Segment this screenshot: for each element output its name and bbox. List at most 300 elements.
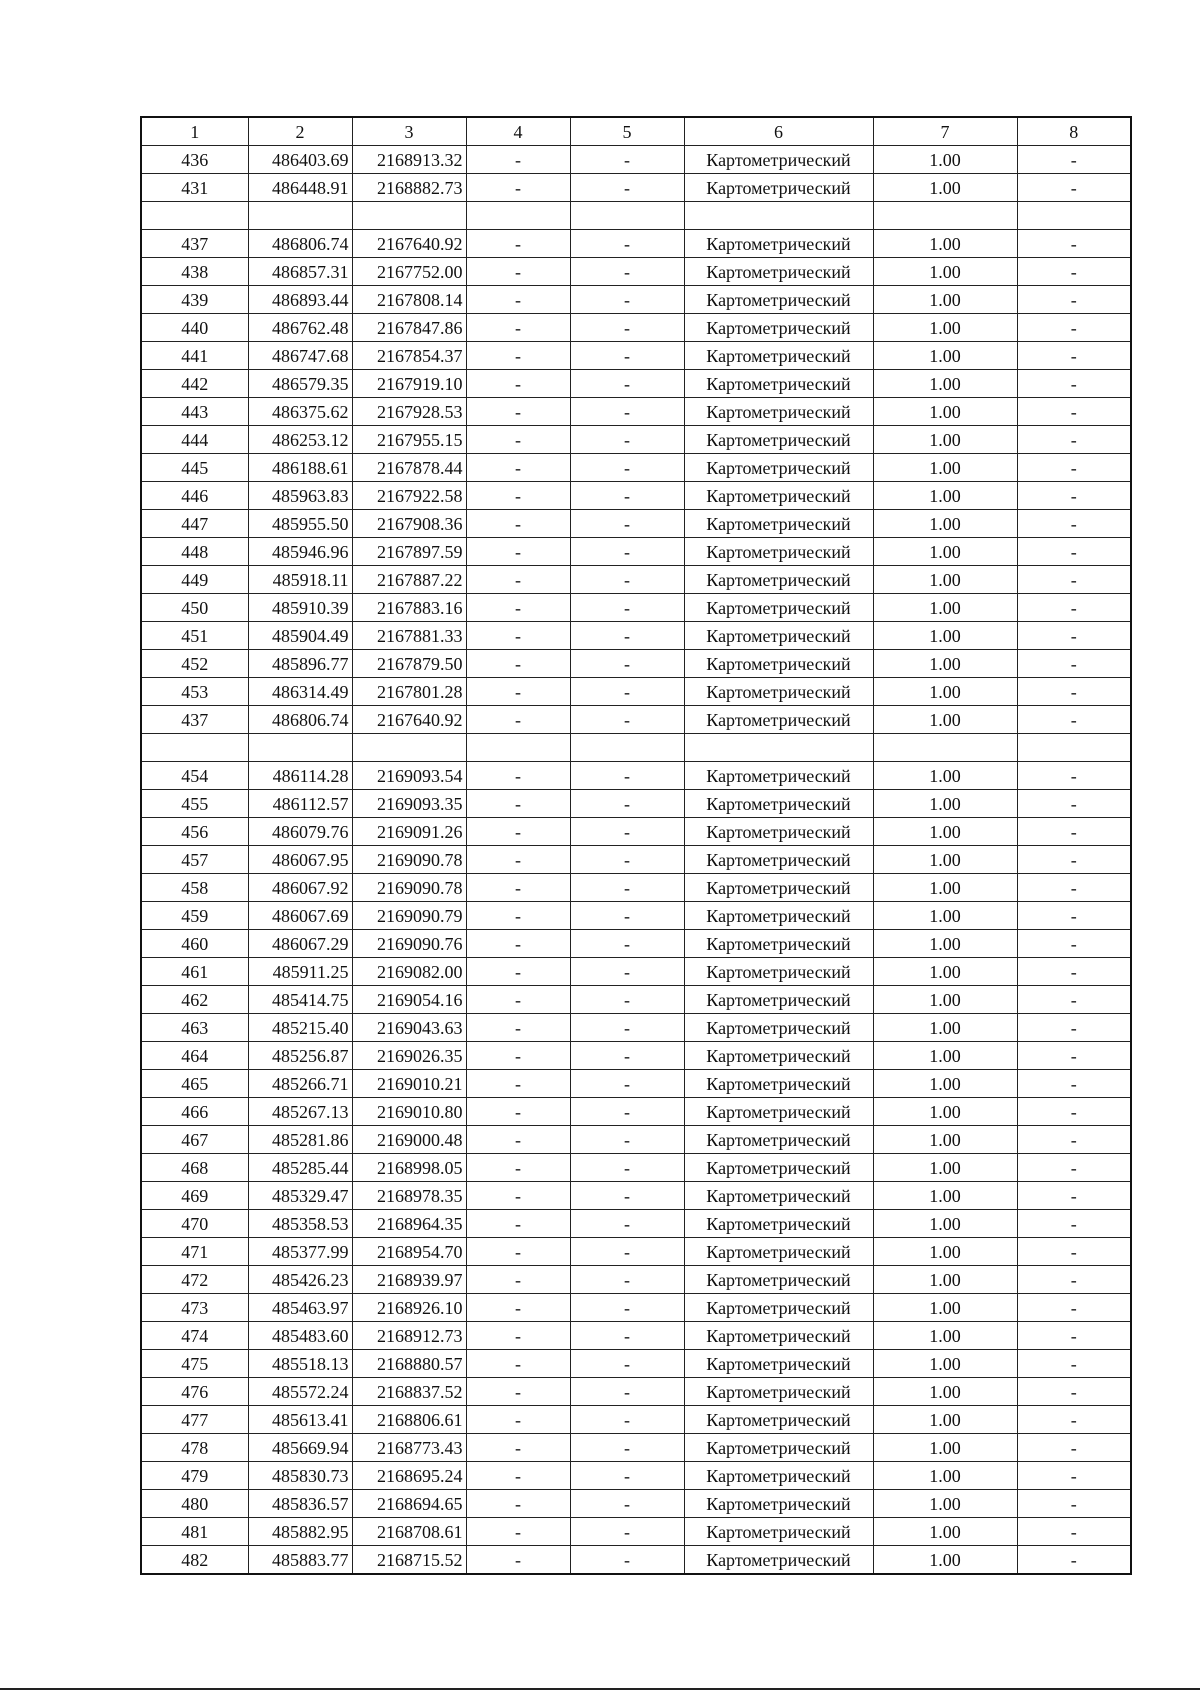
x-coordinate-cell: 486112.57 xyxy=(248,790,352,818)
col5-cell: - xyxy=(570,1294,684,1322)
col5-cell: - xyxy=(570,622,684,650)
col5-cell: - xyxy=(570,1098,684,1126)
x-coordinate-cell: 485883.77 xyxy=(248,1546,352,1575)
table-row xyxy=(141,510,1131,538)
col5-cell: - xyxy=(570,370,684,398)
col4-cell: - xyxy=(466,790,570,818)
point-number-cell: 481 xyxy=(141,1518,248,1546)
col5-cell: - xyxy=(570,454,684,482)
table-row xyxy=(141,930,1131,958)
accuracy-cell: 1.00 xyxy=(873,230,1017,258)
method-cell: Картометрический xyxy=(684,1378,873,1406)
y-coordinate-cell: 2167922.58 xyxy=(352,482,466,510)
accuracy-cell: 1.00 xyxy=(873,1070,1017,1098)
col5-cell: - xyxy=(570,986,684,1014)
point-number-cell: 439 xyxy=(141,286,248,314)
point-number-cell: 437 xyxy=(141,230,248,258)
col4-cell: - xyxy=(466,454,570,482)
table-row xyxy=(141,818,1131,846)
table-row xyxy=(141,1350,1131,1378)
method-cell: Картометрический xyxy=(684,706,873,734)
point-number-cell: 475 xyxy=(141,1350,248,1378)
blank-separator-row xyxy=(141,202,1131,230)
point-number-cell: 453 xyxy=(141,678,248,706)
point-number-cell: 456 xyxy=(141,818,248,846)
point-number-cell: 474 xyxy=(141,1322,248,1350)
col5-cell: - xyxy=(570,1238,684,1266)
method-cell: Картометрический xyxy=(684,258,873,286)
accuracy-cell: 1.00 xyxy=(873,538,1017,566)
col5-cell: - xyxy=(570,1266,684,1294)
x-coordinate-cell: 486079.76 xyxy=(248,818,352,846)
col8-cell: - xyxy=(1017,1126,1131,1154)
y-coordinate-cell: 2168998.05 xyxy=(352,1154,466,1182)
method-cell: Картометрический xyxy=(684,1294,873,1322)
point-number-cell: 460 xyxy=(141,930,248,958)
col8-cell: - xyxy=(1017,146,1131,174)
x-coordinate-cell: 485358.53 xyxy=(248,1210,352,1238)
method-cell: Картометрический xyxy=(684,650,873,678)
col5-cell: - xyxy=(570,1126,684,1154)
table-header-row xyxy=(141,117,1131,146)
accuracy-cell: 1.00 xyxy=(873,1266,1017,1294)
accuracy-cell: 1.00 xyxy=(873,930,1017,958)
col5-cell: - xyxy=(570,874,684,902)
accuracy-cell: 1.00 xyxy=(873,174,1017,202)
x-coordinate-cell: 486188.61 xyxy=(248,454,352,482)
x-coordinate-cell: 485215.40 xyxy=(248,1014,352,1042)
table-row xyxy=(141,342,1131,370)
col4-cell: - xyxy=(466,1490,570,1518)
method-cell: Картометрический xyxy=(684,1406,873,1434)
empty-cell xyxy=(684,734,873,762)
accuracy-cell: 1.00 xyxy=(873,566,1017,594)
x-coordinate-cell: 486067.95 xyxy=(248,846,352,874)
point-number-cell: 431 xyxy=(141,174,248,202)
x-coordinate-cell: 485904.49 xyxy=(248,622,352,650)
method-cell: Картометрический xyxy=(684,1434,873,1462)
col8-cell: - xyxy=(1017,790,1131,818)
point-number-cell: 469 xyxy=(141,1182,248,1210)
method-cell: Картометрический xyxy=(684,146,873,174)
table-row xyxy=(141,370,1131,398)
method-cell: Картометрический xyxy=(684,1154,873,1182)
table-row xyxy=(141,538,1131,566)
header-cell: 1 xyxy=(141,117,248,146)
method-cell: Картометрический xyxy=(684,1322,873,1350)
y-coordinate-cell: 2169090.78 xyxy=(352,874,466,902)
col8-cell: - xyxy=(1017,230,1131,258)
x-coordinate-cell: 486806.74 xyxy=(248,706,352,734)
accuracy-cell: 1.00 xyxy=(873,1518,1017,1546)
col5-cell: - xyxy=(570,1350,684,1378)
col4-cell: - xyxy=(466,678,570,706)
point-number-cell: 442 xyxy=(141,370,248,398)
col4-cell: - xyxy=(466,286,570,314)
y-coordinate-cell: 2169090.79 xyxy=(352,902,466,930)
col4-cell: - xyxy=(466,146,570,174)
col8-cell: - xyxy=(1017,1322,1131,1350)
header-cell: 2 xyxy=(248,117,352,146)
col8-cell: - xyxy=(1017,650,1131,678)
col4-cell: - xyxy=(466,1154,570,1182)
col4-cell: - xyxy=(466,314,570,342)
col8-cell: - xyxy=(1017,986,1131,1014)
col8-cell: - xyxy=(1017,818,1131,846)
col4-cell: - xyxy=(466,1238,570,1266)
col4-cell: - xyxy=(466,174,570,202)
y-coordinate-cell: 2169054.16 xyxy=(352,986,466,1014)
y-coordinate-cell: 2169010.80 xyxy=(352,1098,466,1126)
col5-cell: - xyxy=(570,1518,684,1546)
col8-cell: - xyxy=(1017,1294,1131,1322)
accuracy-cell: 1.00 xyxy=(873,1126,1017,1154)
col5-cell: - xyxy=(570,482,684,510)
point-number-cell: 462 xyxy=(141,986,248,1014)
col5-cell: - xyxy=(570,1406,684,1434)
header-cell: 4 xyxy=(466,117,570,146)
col8-cell: - xyxy=(1017,1042,1131,1070)
col5-cell: - xyxy=(570,1378,684,1406)
point-number-cell: 448 xyxy=(141,538,248,566)
col4-cell: - xyxy=(466,874,570,902)
col8-cell: - xyxy=(1017,510,1131,538)
accuracy-cell: 1.00 xyxy=(873,1238,1017,1266)
accuracy-cell: 1.00 xyxy=(873,846,1017,874)
accuracy-cell: 1.00 xyxy=(873,790,1017,818)
col5-cell: - xyxy=(570,1546,684,1575)
col5-cell: - xyxy=(570,1462,684,1490)
y-coordinate-cell: 2168806.61 xyxy=(352,1406,466,1434)
accuracy-cell: 1.00 xyxy=(873,678,1017,706)
col4-cell: - xyxy=(466,1546,570,1575)
x-coordinate-cell: 485946.96 xyxy=(248,538,352,566)
accuracy-cell: 1.00 xyxy=(873,818,1017,846)
method-cell: Картометрический xyxy=(684,426,873,454)
point-number-cell: 452 xyxy=(141,650,248,678)
col8-cell: - xyxy=(1017,846,1131,874)
table-row xyxy=(141,1098,1131,1126)
y-coordinate-cell: 2168694.65 xyxy=(352,1490,466,1518)
accuracy-cell: 1.00 xyxy=(873,454,1017,482)
method-cell: Картометрический xyxy=(684,1182,873,1210)
y-coordinate-cell: 2168964.35 xyxy=(352,1210,466,1238)
table-row xyxy=(141,1546,1131,1575)
blank-separator-row xyxy=(141,734,1131,762)
y-coordinate-cell: 2167640.92 xyxy=(352,230,466,258)
col8-cell: - xyxy=(1017,678,1131,706)
table-row xyxy=(141,230,1131,258)
accuracy-cell: 1.00 xyxy=(873,258,1017,286)
y-coordinate-cell: 2169026.35 xyxy=(352,1042,466,1070)
x-coordinate-cell: 485414.75 xyxy=(248,986,352,1014)
header-cell: 5 xyxy=(570,117,684,146)
y-coordinate-cell: 2169043.63 xyxy=(352,1014,466,1042)
table-row xyxy=(141,1462,1131,1490)
col5-cell: - xyxy=(570,510,684,538)
empty-cell xyxy=(141,734,248,762)
col8-cell: - xyxy=(1017,1434,1131,1462)
y-coordinate-cell: 2169090.76 xyxy=(352,930,466,958)
empty-cell xyxy=(684,202,873,230)
x-coordinate-cell: 485329.47 xyxy=(248,1182,352,1210)
table-row xyxy=(141,1014,1131,1042)
method-cell: Картометрический xyxy=(684,342,873,370)
empty-cell xyxy=(570,202,684,230)
col5-cell: - xyxy=(570,538,684,566)
table-row xyxy=(141,790,1131,818)
table-row xyxy=(141,566,1131,594)
col4-cell: - xyxy=(466,930,570,958)
x-coordinate-cell: 486403.69 xyxy=(248,146,352,174)
table-row xyxy=(141,1154,1131,1182)
method-cell: Картометрический xyxy=(684,818,873,846)
col5-cell: - xyxy=(570,762,684,790)
x-coordinate-cell: 485830.73 xyxy=(248,1462,352,1490)
accuracy-cell: 1.00 xyxy=(873,1406,1017,1434)
x-coordinate-cell: 486067.69 xyxy=(248,902,352,930)
point-number-cell: 446 xyxy=(141,482,248,510)
col4-cell: - xyxy=(466,1378,570,1406)
method-cell: Картометрический xyxy=(684,1238,873,1266)
y-coordinate-cell: 2168708.61 xyxy=(352,1518,466,1546)
point-number-cell: 436 xyxy=(141,146,248,174)
col8-cell: - xyxy=(1017,762,1131,790)
table-row xyxy=(141,426,1131,454)
col8-cell: - xyxy=(1017,1014,1131,1042)
y-coordinate-cell: 2168837.52 xyxy=(352,1378,466,1406)
y-coordinate-cell: 2167854.37 xyxy=(352,342,466,370)
x-coordinate-cell: 485483.60 xyxy=(248,1322,352,1350)
y-coordinate-cell: 2169093.35 xyxy=(352,790,466,818)
col4-cell: - xyxy=(466,594,570,622)
table-row xyxy=(141,678,1131,706)
col5-cell: - xyxy=(570,650,684,678)
method-cell: Картометрический xyxy=(684,174,873,202)
accuracy-cell: 1.00 xyxy=(873,482,1017,510)
col5-cell: - xyxy=(570,342,684,370)
table-row xyxy=(141,1042,1131,1070)
col8-cell: - xyxy=(1017,594,1131,622)
point-number-cell: 447 xyxy=(141,510,248,538)
method-cell: Картометрический xyxy=(684,510,873,538)
accuracy-cell: 1.00 xyxy=(873,622,1017,650)
col5-cell: - xyxy=(570,1182,684,1210)
col5-cell: - xyxy=(570,398,684,426)
col5-cell: - xyxy=(570,230,684,258)
method-cell: Картометрический xyxy=(684,930,873,958)
col4-cell: - xyxy=(466,510,570,538)
col5-cell: - xyxy=(570,1434,684,1462)
header-cell: 8 xyxy=(1017,117,1131,146)
col5-cell: - xyxy=(570,790,684,818)
accuracy-cell: 1.00 xyxy=(873,370,1017,398)
col8-cell: - xyxy=(1017,1518,1131,1546)
y-coordinate-cell: 2167897.59 xyxy=(352,538,466,566)
y-coordinate-cell: 2168880.57 xyxy=(352,1350,466,1378)
col4-cell: - xyxy=(466,1070,570,1098)
x-coordinate-cell: 485518.13 xyxy=(248,1350,352,1378)
empty-cell xyxy=(873,734,1017,762)
method-cell: Картометрический xyxy=(684,622,873,650)
method-cell: Картометрический xyxy=(684,1126,873,1154)
col4-cell: - xyxy=(466,566,570,594)
x-coordinate-cell: 486762.48 xyxy=(248,314,352,342)
table-row xyxy=(141,958,1131,986)
col4-cell: - xyxy=(466,1518,570,1546)
x-coordinate-cell: 486857.31 xyxy=(248,258,352,286)
method-cell: Картометрический xyxy=(684,1266,873,1294)
y-coordinate-cell: 2169093.54 xyxy=(352,762,466,790)
y-coordinate-cell: 2167919.10 xyxy=(352,370,466,398)
empty-cell xyxy=(248,202,352,230)
empty-cell xyxy=(352,202,466,230)
table-row xyxy=(141,622,1131,650)
table-row xyxy=(141,1266,1131,1294)
x-coordinate-cell: 485955.50 xyxy=(248,510,352,538)
col5-cell: - xyxy=(570,286,684,314)
empty-cell xyxy=(1017,202,1131,230)
method-cell: Картометрический xyxy=(684,678,873,706)
col4-cell: - xyxy=(466,1182,570,1210)
empty-cell xyxy=(141,202,248,230)
method-cell: Картометрический xyxy=(684,902,873,930)
method-cell: Картометрический xyxy=(684,230,873,258)
accuracy-cell: 1.00 xyxy=(873,1434,1017,1462)
table-row xyxy=(141,1070,1131,1098)
col8-cell: - xyxy=(1017,398,1131,426)
col8-cell: - xyxy=(1017,314,1131,342)
table-row xyxy=(141,874,1131,902)
col4-cell: - xyxy=(466,650,570,678)
table-row xyxy=(141,454,1131,482)
table-row xyxy=(141,1406,1131,1434)
method-cell: Картометрический xyxy=(684,398,873,426)
y-coordinate-cell: 2167883.16 xyxy=(352,594,466,622)
method-cell: Картометрический xyxy=(684,454,873,482)
col4-cell: - xyxy=(466,1350,570,1378)
accuracy-cell: 1.00 xyxy=(873,1098,1017,1126)
point-number-cell: 466 xyxy=(141,1098,248,1126)
method-cell: Картометрический xyxy=(684,566,873,594)
col5-cell: - xyxy=(570,706,684,734)
x-coordinate-cell: 485613.41 xyxy=(248,1406,352,1434)
header-cell: 7 xyxy=(873,117,1017,146)
y-coordinate-cell: 2169091.26 xyxy=(352,818,466,846)
col8-cell: - xyxy=(1017,566,1131,594)
method-cell: Картометрический xyxy=(684,846,873,874)
x-coordinate-cell: 486253.12 xyxy=(248,426,352,454)
method-cell: Картометрический xyxy=(684,594,873,622)
accuracy-cell: 1.00 xyxy=(873,1322,1017,1350)
method-cell: Картометрический xyxy=(684,1070,873,1098)
point-number-cell: 468 xyxy=(141,1154,248,1182)
table-row xyxy=(141,986,1131,1014)
x-coordinate-cell: 486375.62 xyxy=(248,398,352,426)
method-cell: Картометрический xyxy=(684,1210,873,1238)
col8-cell: - xyxy=(1017,370,1131,398)
col5-cell: - xyxy=(570,678,684,706)
point-number-cell: 476 xyxy=(141,1378,248,1406)
col8-cell: - xyxy=(1017,1406,1131,1434)
col4-cell: - xyxy=(466,1014,570,1042)
col4-cell: - xyxy=(466,1266,570,1294)
method-cell: Картометрический xyxy=(684,1462,873,1490)
y-coordinate-cell: 2167808.14 xyxy=(352,286,466,314)
col4-cell: - xyxy=(466,370,570,398)
col4-cell: - xyxy=(466,818,570,846)
point-number-cell: 443 xyxy=(141,398,248,426)
col5-cell: - xyxy=(570,1210,684,1238)
y-coordinate-cell: 2168882.73 xyxy=(352,174,466,202)
col5-cell: - xyxy=(570,1154,684,1182)
empty-cell xyxy=(352,734,466,762)
coordinates-table xyxy=(140,116,1132,1575)
table-row xyxy=(141,1490,1131,1518)
point-number-cell: 479 xyxy=(141,1462,248,1490)
col4-cell: - xyxy=(466,1462,570,1490)
col4-cell: - xyxy=(466,1322,570,1350)
point-number-cell: 444 xyxy=(141,426,248,454)
page-bottom-rule xyxy=(0,1688,1200,1690)
table-row xyxy=(141,258,1131,286)
accuracy-cell: 1.00 xyxy=(873,1294,1017,1322)
point-number-cell: 459 xyxy=(141,902,248,930)
col8-cell: - xyxy=(1017,622,1131,650)
col4-cell: - xyxy=(466,342,570,370)
point-number-cell: 445 xyxy=(141,454,248,482)
col4-cell: - xyxy=(466,622,570,650)
point-number-cell: 465 xyxy=(141,1070,248,1098)
accuracy-cell: 1.00 xyxy=(873,1378,1017,1406)
y-coordinate-cell: 2168715.52 xyxy=(352,1546,466,1575)
point-number-cell: 437 xyxy=(141,706,248,734)
point-number-cell: 478 xyxy=(141,1434,248,1462)
table-row xyxy=(141,1238,1131,1266)
x-coordinate-cell: 485911.25 xyxy=(248,958,352,986)
col4-cell: - xyxy=(466,398,570,426)
y-coordinate-cell: 2167640.92 xyxy=(352,706,466,734)
accuracy-cell: 1.00 xyxy=(873,650,1017,678)
table-row xyxy=(141,1518,1131,1546)
y-coordinate-cell: 2167879.50 xyxy=(352,650,466,678)
method-cell: Картометрический xyxy=(684,1098,873,1126)
y-coordinate-cell: 2167928.53 xyxy=(352,398,466,426)
table-row xyxy=(141,1322,1131,1350)
x-coordinate-cell: 485963.83 xyxy=(248,482,352,510)
col8-cell: - xyxy=(1017,1070,1131,1098)
y-coordinate-cell: 2168695.24 xyxy=(352,1462,466,1490)
method-cell: Картометрический xyxy=(684,790,873,818)
y-coordinate-cell: 2168954.70 xyxy=(352,1238,466,1266)
method-cell: Картометрический xyxy=(684,1518,873,1546)
col8-cell: - xyxy=(1017,930,1131,958)
col4-cell: - xyxy=(466,1406,570,1434)
table-row xyxy=(141,146,1131,174)
accuracy-cell: 1.00 xyxy=(873,1350,1017,1378)
method-cell: Картометрический xyxy=(684,314,873,342)
accuracy-cell: 1.00 xyxy=(873,510,1017,538)
empty-cell xyxy=(1017,734,1131,762)
col4-cell: - xyxy=(466,902,570,930)
y-coordinate-cell: 2167955.15 xyxy=(352,426,466,454)
table-row xyxy=(141,594,1131,622)
table-row xyxy=(141,762,1131,790)
method-cell: Картометрический xyxy=(684,286,873,314)
col8-cell: - xyxy=(1017,426,1131,454)
y-coordinate-cell: 2168926.10 xyxy=(352,1294,466,1322)
col5-cell: - xyxy=(570,1490,684,1518)
